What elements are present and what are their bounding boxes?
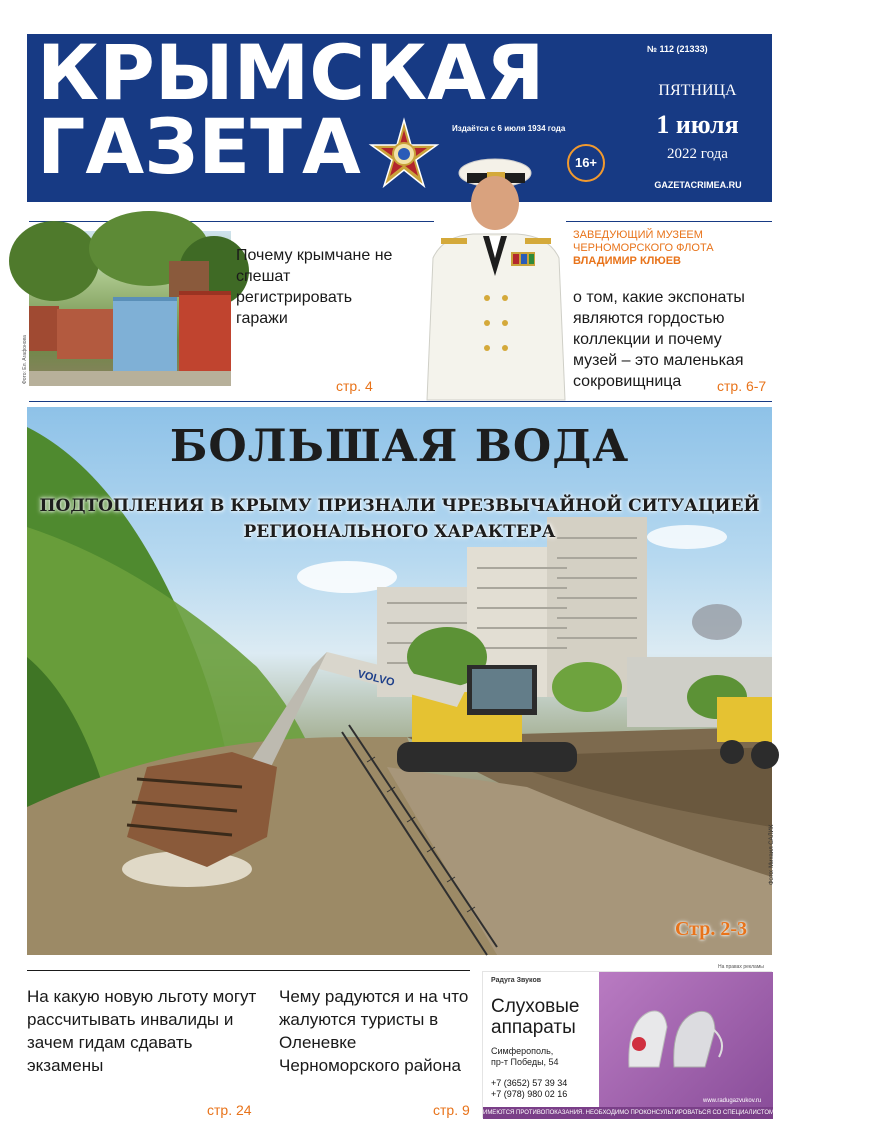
museum-teaser-text[interactable]: о том, какие экспонаты являются гордостью коллекции и почему музей – это маленькая сокровищница [573, 289, 745, 390]
ad-tagline: Центры хорошего слуха [835, 984, 877, 996]
kicker-name: ВЛАДИМИР КЛЮЕВ [573, 255, 682, 267]
ad-phone-1[interactable]: +7 (3652) 57 39 34 [491, 1078, 568, 1088]
excavator-brand: VOLVO [356, 668, 396, 690]
issue-number: № 112 (21333) [647, 44, 708, 54]
naval-officer-photo [423, 148, 568, 400]
tourists-page-ref[interactable]: стр. 9 [433, 1102, 470, 1118]
garages-page-ref[interactable]: стр. 4 [336, 378, 373, 394]
age-rating-badge: 16+ [567, 144, 605, 182]
top-divider-left [29, 221, 434, 222]
ad-website[interactable]: www.radugazvukov.ru [703, 1098, 762, 1104]
ad-title-line-2: аппараты [491, 1017, 576, 1038]
weekday: ПЯТНИЦА [658, 82, 737, 99]
top-divider-right [566, 221, 772, 222]
flood-scene [27, 407, 772, 955]
title-line-2: ГАЗЕТА [37, 102, 361, 191]
ad-phones [491, 1078, 567, 1100]
hearing-aid-icon [619, 1002, 729, 1072]
website-link[interactable]: GAZETACRIMEA.RU [654, 180, 742, 190]
ad-address [491, 1046, 559, 1068]
ad-title [491, 996, 579, 1038]
ad-image-panel [599, 972, 877, 1107]
lead-photo-credit: Фото: Михаил САЛИК [769, 824, 775, 885]
lead-subhead [27, 493, 772, 545]
since-text: Издаётся с 6 июля 1934 года [452, 124, 566, 133]
issue-year: 2022 года [667, 146, 728, 162]
kicker-line-2: ЧЕРНОМОРСКОГО ФЛОТА [573, 242, 714, 254]
kicker-line-1: ЗАВЕДУЮЩИЙ МУЗЕЕМ [573, 229, 703, 241]
lead-page-ref[interactable]: Стр. 2-3 [675, 918, 748, 940]
lead-photo [27, 407, 775, 955]
subhead-line-1: ПОДТОПЛЕНИЯ В КРЫМУ ПРИЗНАЛИ ЧРЕЗВЫЧАЙНОЙ СИТУАЦИЕЙ [39, 496, 760, 516]
lead-divider [29, 401, 772, 402]
ad-note: На правах рекламы [718, 964, 764, 970]
garages-photo-credit: Фото: Ел. Агафонова [22, 335, 28, 384]
benefits-page-ref[interactable]: стр. 24 [207, 1102, 252, 1118]
lead-headline[interactable]: БОЛЬШАЯ ВОДА [169, 421, 630, 472]
subhead-line-2: РЕГИОНАЛЬНОГО ХАРАКТЕРА [243, 522, 556, 542]
ad-phone-2[interactable]: +7 (978) 980 02 16 [491, 1089, 568, 1099]
tourists-teaser-text[interactable]: Чему радуются и на что жалуются туристы в Оленевке Черноморского района [279, 987, 469, 1075]
bottom-divider [27, 970, 470, 971]
hearing-aid-ad[interactable] [482, 971, 877, 1118]
title-line-1: КРЫМСКАЯ [37, 28, 545, 117]
ad-brand: Радуга Звуков [491, 977, 542, 984]
officer-kicker [573, 229, 714, 268]
ad-title-line-1: Слуховые [491, 996, 580, 1017]
ad-street: пр-т Победы, 54 [491, 1057, 559, 1067]
ad-disclaimer: ИМЕЮТСЯ ПРОТИВОПОКАЗАНИЯ. НЕОБХОДИМО ПРОКОНСУЛЬТИРОВАТЬСЯ СО СПЕЦИАЛИСТОМ. [483, 1107, 773, 1119]
museum-page-ref[interactable]: стр. 6-7 [717, 378, 767, 394]
garages-teaser-text[interactable]: Почему крымчане не спешат регистрировать гаражи [236, 247, 393, 327]
benefits-teaser-text[interactable]: На какую новую льготу могут рассчитывать инвалиды и зачем гидам сдавать экзамены [27, 987, 257, 1075]
issue-date: 1 июля [656, 110, 739, 139]
garages-photo [29, 231, 231, 386]
masthead [27, 28, 772, 202]
ad-city: Симферополь, [491, 1046, 554, 1056]
